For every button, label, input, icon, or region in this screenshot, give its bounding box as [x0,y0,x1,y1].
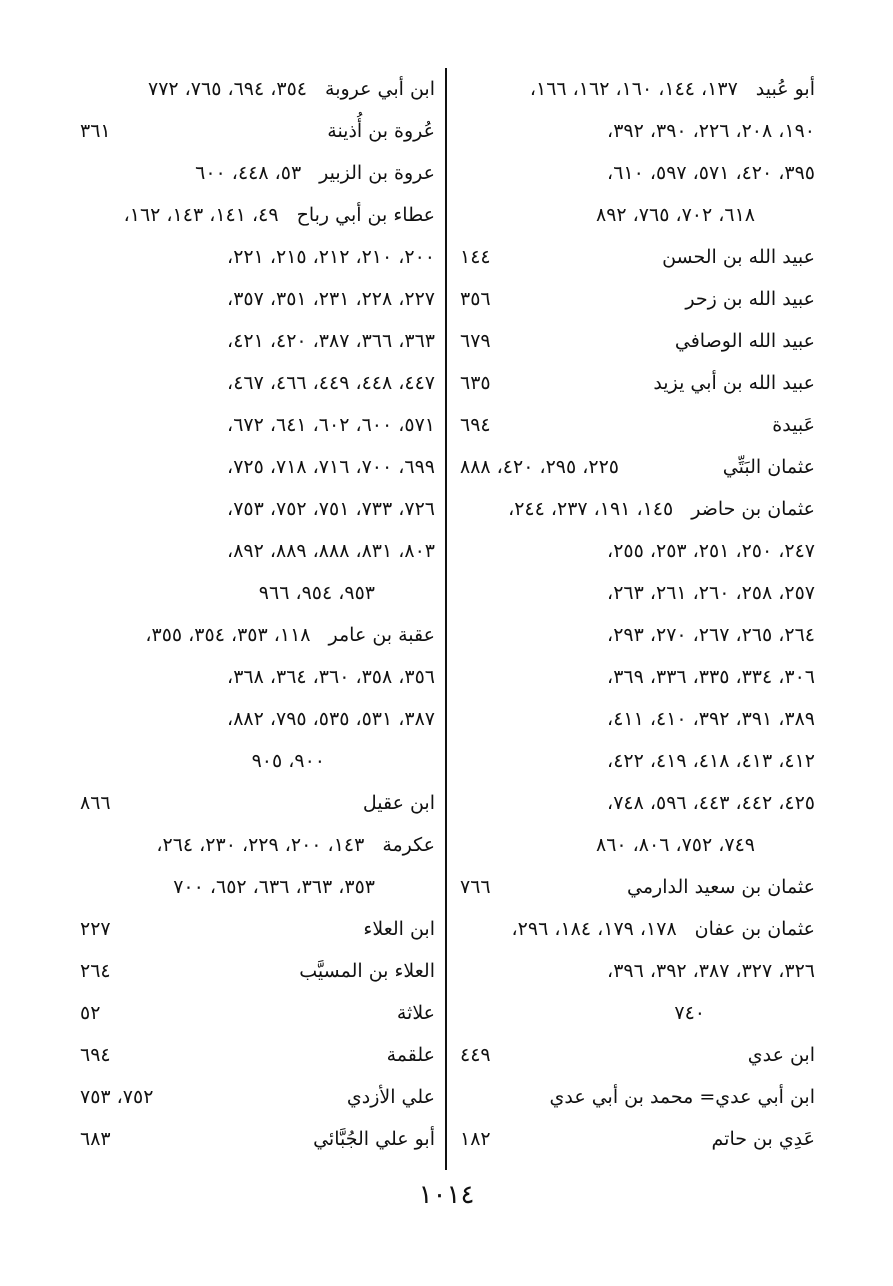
index-entry [80,152,435,194]
entry-page-refs: ٨٦٦ [80,792,111,814]
entry-name: عثمان بن سعيد الدارمي [627,876,815,898]
index-entry [80,824,435,866]
index-entry [460,68,815,110]
index-entry [460,446,815,488]
index-entry [80,782,435,824]
entry-name: ابن أبي عروبة [325,78,435,100]
index-entry [80,1034,435,1076]
index-entry [80,110,435,152]
index-column-left [80,68,435,1160]
entry-page-refs: ١٤٤ [460,246,491,268]
index-entry [80,614,435,656]
entry-continuation: ٦١٨، ٧٠٢، ٧٦٥، ٨٩٢ [595,204,755,226]
index-column-right [460,68,815,1160]
entry-page-refs: ٦٧٩ [460,330,491,352]
entry-continuation: ٣٠٦، ٣٣٤، ٣٣٥، ٣٣٦، ٣٦٩، [607,666,815,688]
entry-name: عثمان بن عفان [694,918,815,940]
entry-continuation: ٧٤٩، ٧٥٢، ٨٠٦، ٨٦٠ [595,834,755,856]
entry-page-refs: ١٨٢ [460,1128,491,1150]
entry-page-refs: ١٤٣، ٢٠٠، ٢٢٩، ٢٣٠، ٢٦٤، [156,834,365,856]
entry-page-refs: ١٣٧، ١٤٤، ١٦٠، ١٦٢، ١٦٦، [529,78,738,100]
entry-continuation: ابن أبي عدي= محمد بن أبي عدي [549,1086,815,1108]
entry-name: عثمان بن حاضر [691,498,815,520]
index-entry [80,194,435,236]
entry-page-refs: ١٤٥، ١٩١، ٢٣٧، ٢٤٤، [508,498,674,520]
entry-continuation: ٢٥٧، ٢٥٨، ٢٦٠، ٢٦١، ٢٦٣، [607,582,815,604]
page-number: ١٠١٤ [418,1180,475,1210]
entry-continuation: ٢٠٠، ٢١٠، ٢١٢، ٢١٥، ٢٢١، [227,246,435,268]
entry-page-refs: ٣٥٤، ٦٩٤، ٧٦٥، ٧٧٢ [148,78,308,100]
entry-page-refs: ٦٩٤ [80,1044,111,1066]
entry-continuation: ٤٢٥، ٤٤٢، ٤٤٣، ٥٩٦، ٧٤٨، [607,792,815,814]
entry-continuation: ٣٥٣، ٣٦٣، ٦٣٦، ٦٥٢، ٧٠٠ [173,876,375,898]
index-entry [80,908,435,950]
entry-page-refs: ٣٦١ [80,120,111,142]
entry-name: عَبيدة [772,414,815,436]
entry-continuation: ٢٤٧، ٢٥٠، ٢٥١، ٢٥٣، ٢٥٥، [607,540,815,562]
entry-page-refs: ٣٥٦ [460,288,491,310]
entry-name: علاثة [396,1002,435,1024]
entry-page-refs: ١٧٨، ١٧٩، ١٨٤، ٢٩٦، [511,918,677,940]
index-entry [460,866,815,908]
entry-continuation: ٣٨٧، ٥٣١، ٥٣٥، ٧٩٥، ٨٨٢، [227,708,435,730]
index-entry [80,950,435,992]
entry-continuation: ١٩٠، ٢٠٨، ٢٢٦، ٣٩٠، ٣٩٢، [607,120,815,142]
entry-continuation: ٣٥٦، ٣٥٨، ٣٦٠، ٣٦٤، ٣٦٨، [227,666,435,688]
index-entry [80,992,435,1034]
entry-page-refs: ٦٣٥ [460,372,491,394]
index-entry [460,404,815,446]
entry-continuation: ٧٤٠ [674,1002,705,1024]
index-entry [460,1118,815,1160]
entry-continuation: ٤١٢، ٤١٣، ٤١٨، ٤١٩، ٤٢٢، [607,750,815,772]
entry-name: عثمان البَتِّي [722,456,815,478]
index-entry [460,1034,815,1076]
entry-continuation: ٧٢٦، ٧٣٣، ٧٥١، ٧٥٢، ٧٥٣، [227,498,435,520]
entry-page-refs: ٦٩٤ [460,414,491,436]
index-entry [80,68,435,110]
entry-page-refs: ٢٢٥، ٢٩٥، ٤٢٠، ٨٨٨ [460,456,620,478]
entry-name: علقمة [386,1044,435,1066]
index-entry [80,1076,435,1118]
entry-name: عروة بن الزبير [319,162,435,184]
entry-name: عُروة بن أُذينة [327,120,435,142]
entry-continuation: ٣٨٩، ٣٩١، ٣٩٢، ٤١٠، ٤١١، [607,708,815,730]
index-entry [460,278,815,320]
entry-name: أبو علي الجُبَّائي [313,1128,435,1150]
index-entry [460,236,815,278]
index-entry [460,488,815,530]
entry-page-refs: ٢٦٤ [80,960,111,982]
index-entry [460,362,815,404]
entry-continuation: ٩٥٣، ٩٥٤، ٩٦٦ [258,582,375,604]
entry-continuation: ٨٠٣، ٨٣١، ٨٨٨، ٨٨٩، ٨٩٢، [227,540,435,562]
entry-name: عبيد الله بن الحسن [662,246,815,268]
entry-name: عطاء بن أبي رباح [296,204,435,226]
entry-page-refs: ٤٩، ١٤١، ١٤٣، ١٦٢، [123,204,279,226]
entry-continuation: ٢٦٤، ٢٦٥، ٢٦٧، ٢٧٠، ٢٩٣، [607,624,815,646]
entry-name: عَدِي بن حاتم [711,1128,815,1150]
entry-name: عبيد الله الوصافي [674,330,815,352]
entry-name: عكرمة [382,834,435,856]
entry-name: ابن العلاء [363,918,435,940]
index-entry [460,908,815,950]
entry-page-refs: ٧٦٦ [460,876,491,898]
entry-page-refs: ٥٣، ٤٤٨، ٦٠٠ [195,162,302,184]
entry-continuation: ٣٩٥، ٤٢٠، ٥٧١، ٥٩٧، ٦١٠، [607,162,815,184]
entry-name: أبو عُبيد [755,78,815,100]
entry-name: ابن عدي [747,1044,815,1066]
entry-name: العلاء بن المسيَّب [299,960,435,982]
entry-continuation: ٣٢٦، ٣٢٧، ٣٨٧، ٣٩٢، ٣٩٦، [607,960,815,982]
column-divider [445,68,447,1170]
entry-continuation: ٩٠٠، ٩٠٥ [251,750,325,772]
entry-page-refs: ٥٢ [80,1002,101,1024]
entry-page-refs: ٤٤٩ [460,1044,491,1066]
entry-page-refs: ٢٢٧ [80,918,111,940]
entry-continuation: ٢٢٧، ٢٢٨، ٢٣١، ٣٥١، ٣٥٧، [227,288,435,310]
entry-continuation: ٦٩٩، ٧٠٠، ٧١٦، ٧١٨، ٧٢٥، [227,456,435,478]
entry-name: عبيد الله بن زحر [685,288,815,310]
entry-continuation: ٣٦٣، ٣٦٦، ٣٨٧، ٤٢٠، ٤٢١، [227,330,435,352]
entry-name: عقبة بن عامر [328,624,435,646]
index-entry [460,320,815,362]
entry-page-refs: ١١٨، ٣٥٣، ٣٥٤، ٣٥٥، [145,624,311,646]
entry-page-refs: ٦٨٣ [80,1128,111,1150]
entry-continuation: ٥٧١، ٦٠٠، ٦٠٢، ٦٤١، ٦٧٢، [227,414,435,436]
entry-name: عبيد الله بن أبي يزيد [653,372,815,394]
index-entry [80,1118,435,1160]
entry-continuation: ٤٤٧، ٤٤٨، ٤٤٩، ٤٦٦، ٤٦٧، [227,372,435,394]
entry-name: علي الأزدي [346,1086,435,1108]
entry-name: ابن عقيل [362,792,435,814]
entry-page-refs: ٧٥٢، ٧٥٣ [80,1086,154,1108]
